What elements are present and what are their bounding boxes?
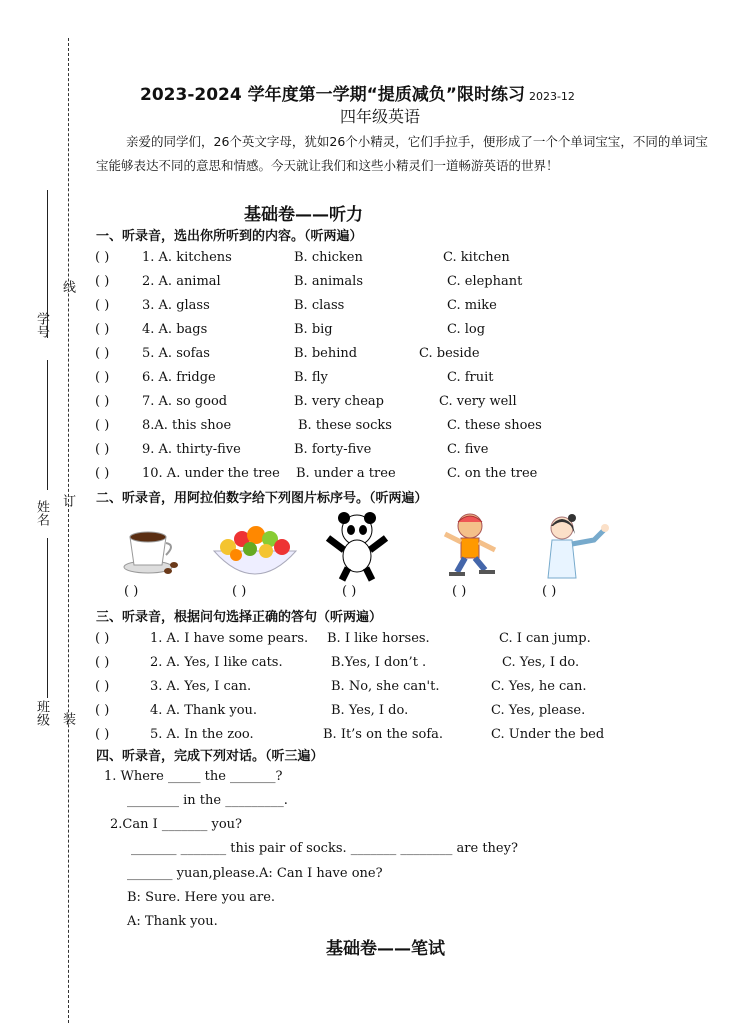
option-a: 5. A. In the zoo. [150,727,254,742]
option-a: 1. A. I have some pears. [150,631,309,646]
student-no-label: 学号 [34,312,49,338]
line-mark: 线 [60,280,75,293]
order-mark: 订 [60,494,75,507]
bind-mark: 装 [60,712,75,725]
option-b: B.Yes, I don’t . [331,655,427,670]
intro-paragraph: 亲爱的同学们，26个英文字母，犹如26个小精灵，它们手拉手，便形成了一个个单词宝宝，不同的单词宝宝能够表达不同的意思和情感。今天就让我们和这些小精灵们一道畅游英语的世界！ [96,134,708,173]
option-b: B. very cheap [294,394,384,409]
option-a: 4. A. bags [142,322,208,337]
option-b: B. It’s on the sofa. [323,727,444,742]
option-a: 10. A. under the tree [142,466,280,481]
option-c: C. very well [439,394,517,409]
dialogue-line: _______ _______ this pair of socks. _______ ________ are they? [131,841,518,856]
answer-blank: ( ) [95,394,110,409]
option-c: C. elephant [447,274,523,289]
option-c: C. on the tree [447,466,538,481]
answer-blank: ( ) [95,466,110,481]
option-b: B. chicken [294,250,363,265]
option-c: C. Yes, he can. [491,679,587,694]
option-a: 4. A. Thank you. [150,703,258,718]
option-a: 1. A. kitchens [142,250,232,265]
option-c: C. Under the bed [491,727,605,742]
girl-waving-icon [538,512,612,580]
dialogue-line: A: Thank you. [127,914,218,929]
dialogue-line: ________ in the _________. [127,793,288,808]
name-label: 姓名 [34,500,49,526]
option-c: C. Yes, please. [491,703,586,718]
option-b: B. No, she can't. [331,679,440,694]
answer-blank: ( ) [95,346,110,361]
option-b: B. animals [294,274,364,289]
class-blank [47,538,48,698]
option-b: B. under a tree [296,466,396,481]
part2-heading: 二、听录音，用阿拉伯数字给下列图片标序号。（听两遍） [96,491,428,506]
option-a: 9. A. thirty-five [142,442,241,457]
dialogue-line: _______ yuan,please.A: Can I have one? [127,866,383,881]
option-c: C. fruit [447,370,494,385]
option-a: 6. A. fridge [142,370,216,385]
fruit-salad-icon [210,517,300,587]
answer-blank: ( ) [95,274,110,289]
answer-blank: ( ) [95,250,110,265]
part3-heading: 三、听录音，根据问句选择正确的答句（听两遍） [96,610,383,625]
option-a: 5. A. sofas [142,346,210,361]
part1-heading: 一、听录音，选出你所听到的内容。（听两遍） [96,229,363,244]
picture-number-blank: ( ) [452,584,467,599]
option-a: 2. A. Yes, I like cats. [150,655,283,670]
answer-blank: ( ) [95,418,110,433]
option-c: C. Yes, I do. [502,655,580,670]
option-a: 7. A. so good [142,394,228,409]
skater-icon [437,510,503,580]
answer-blank: ( ) [95,442,110,457]
answer-blank: ( ) [95,322,110,337]
writing-heading: 基础卷——笔试 [326,939,445,959]
answer-blank: ( ) [95,703,110,718]
answer-blank: ( ) [95,298,110,313]
picture-number-blank: ( ) [342,584,357,599]
panda-icon [324,510,390,582]
option-b: B. class [294,298,345,313]
option-a: 2. A. animal [142,274,221,289]
student-no-blank [47,190,48,338]
title-date: 2023-12 [528,90,575,103]
picture-number-blank: ( ) [124,584,139,599]
answer-blank: ( ) [95,631,110,646]
option-c: C. mike [447,298,497,313]
option-b: B. big [294,322,333,337]
option-b: B. Yes, I do. [331,703,409,718]
picture-number-blank: ( ) [232,584,247,599]
dialogue-line: 2.Can I _______ you? [110,817,243,832]
option-b: B. fly [294,370,328,385]
answer-blank: ( ) [95,370,110,385]
name-blank [47,360,48,490]
option-a: 3. A. glass [142,298,210,313]
listening-heading: 基础卷——听力 [244,205,363,225]
part4-heading: 四、听录音，完成下列对话。（听三遍） [96,749,324,764]
answer-blank: ( ) [95,655,110,670]
answer-blank: ( ) [95,727,110,742]
answer-blank: ( ) [95,679,110,694]
option-b: B. behind [294,346,358,361]
option-a: 8.A. this shoe [142,418,232,433]
page-title [140,80,575,105]
option-a: 3. A. Yes, I can. [150,679,252,694]
title-text: 2023-2024 学年度第一学期“提质减负”限时练习 [140,85,525,105]
option-c: C. these shoes [447,418,542,433]
picture-number-blank: ( ) [542,584,557,599]
option-b: B. forty-five [294,442,372,457]
option-b: B. I like horses. [327,631,430,646]
option-c: C. five [447,442,489,457]
dialogue-line: 1. Where _____ the _______? [104,769,283,784]
dialogue-line: B: Sure. Here you are. [127,890,276,905]
option-c: C. beside [419,346,480,361]
option-b: B. these socks [298,418,392,433]
class-label: 班级 [34,700,49,726]
option-c: C. log [447,322,486,337]
coffee-icon [120,517,182,579]
option-c: C. I can jump. [499,631,591,646]
option-c: C. kitchen [443,250,510,265]
page-subtitle: 四年级英语 [340,107,421,126]
binding-dashed-line [68,38,69,1023]
